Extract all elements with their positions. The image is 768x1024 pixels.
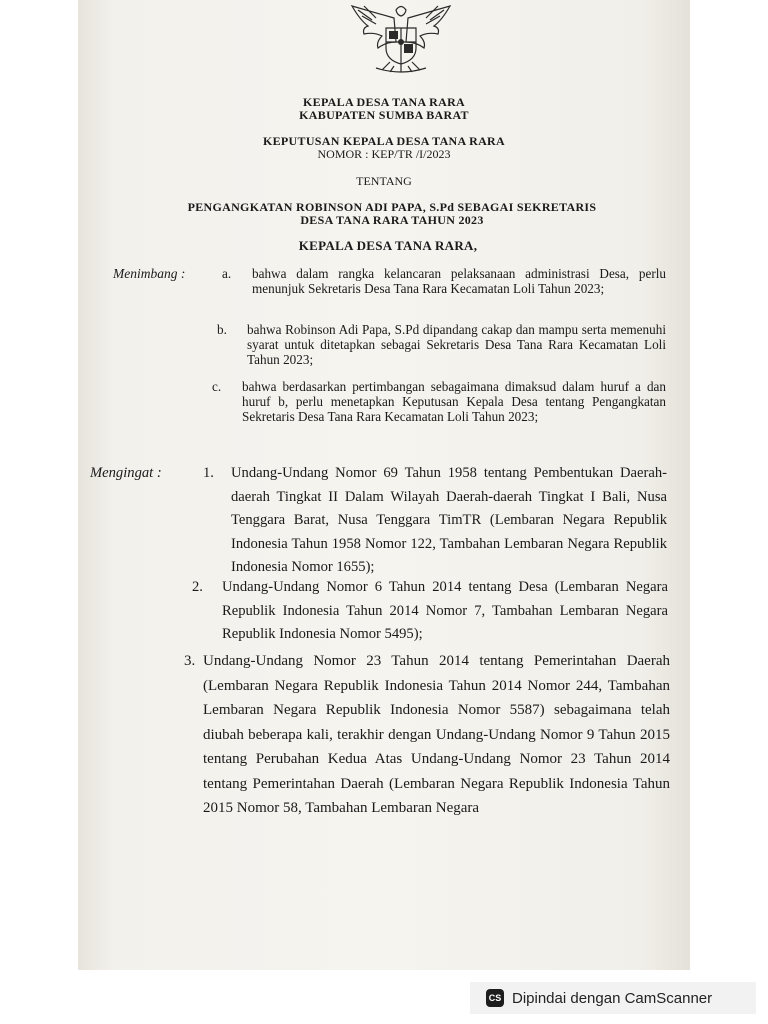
mengingat-label: Mengingat :	[90, 465, 162, 481]
legal-basis-marker: 3.	[184, 653, 196, 669]
camscanner-icon: CS	[486, 989, 504, 1007]
garuda-emblem	[344, 2, 458, 74]
legal-basis-1: Undang-Undang Nomor 69 Tahun 1958 tentang Pembentukan Daerah-daerah Tingkat II Dalam Wilayah Daerah-daerah Tingkat I Bali, Nusa Tenggara Barat, Nusa Tenggara TimTR (Lembaran Negara Republik Indonesia Tahun 1958 Nomor 122, Tambahan Lembaran Negara Republik Indonesia Nomor 1655);	[231, 465, 667, 575]
consideration-marker: a.	[222, 266, 232, 281]
menimbang-label: Menimbang :	[113, 266, 186, 281]
consideration-b: bahwa Robinson Adi Papa, S.Pd dipandang cakap dan mampu serta memenuhi syarat untuk ditetapkan sebagai Sekretaris Desa Tana Rara Kecamatan Loli Tahun 2023;	[247, 322, 666, 367]
decree-subject	[8, 201, 768, 227]
legal-basis-marker: 2.	[192, 579, 203, 595]
about-label: TENTANG	[356, 174, 412, 188]
decree-number: NOMOR : KEP/TR /I/2023	[317, 147, 451, 161]
consideration-c: bahwa berdasarkan pertimbangan sebagaimana dimaksud dalam huruf a dan huruf b, perlu menetapkan Keputusan Kepala Desa tentang Pengangkatan Sekretaris Desa Tana Rara Kecamatan Loli Tahun 2023;	[242, 379, 666, 424]
legal-basis-marker: 1.	[203, 465, 214, 481]
legal-basis-2: Undang-Undang Nomor 6 Tahun 2014 tentang Desa (Lembaran Negara Republik Indonesia Tahun 2014 Nomor 7, Tambahan Lembaran Negara Republik Indonesia Nomor 5495);	[222, 579, 668, 642]
issuer-title: KEPALA DESA TANA RARA,	[298, 238, 478, 253]
consideration-a: bahwa dalam rangka kelancaran pelaksanaan administrasi Desa, perlu menunjuk Sekretaris Desa Tana Rara Kecamatan Loli Tahun 2023;	[252, 266, 666, 296]
village-head-title: KEPALA DESA TANA RARA	[303, 95, 465, 109]
legal-basis-3: Undang-Undang Nomor 23 Tahun 2014 tentang Pemerintahan Daerah (Lembaran Negara Republik Indonesia Tahun 2014 Nomor 244, Tambahan Lembaran Negara Republik Indonesia Nomor 5587) sebagaimana telah diubah beberapa kali, terakhir dengan Undang-Undang Nomor 9 Tahun 2015 tentang Perubahan Kedua Atas Undang-Undang Nomor 23 Tahun 2014 tentang Pemerintahan Daerah (Lembaran Negara Republik Indonesia Tahun 2015 Nomor 58, Tambahan Lembaran Negara	[203, 653, 670, 816]
camscanner-watermark	[470, 982, 756, 1014]
letterhead	[0, 96, 768, 122]
consideration-marker: c.	[212, 379, 222, 394]
subject-line-2: DESA TANA RARA TAHUN 2023	[300, 213, 484, 227]
consideration-marker: b.	[217, 322, 227, 337]
subject-line-1: PENGANGKATAN ROBINSON ADI PAPA, S.Pd SEBAGAI SEKRETARIS	[187, 200, 597, 214]
decree-title: KEPUTUSAN KEPALA DESA TANA RARA	[262, 134, 505, 148]
regency-name: KABUPATEN SUMBA BARAT	[299, 108, 469, 122]
decree-heading	[0, 135, 768, 161]
watermark-text: Dipindai dengan CamScanner	[512, 989, 713, 1007]
